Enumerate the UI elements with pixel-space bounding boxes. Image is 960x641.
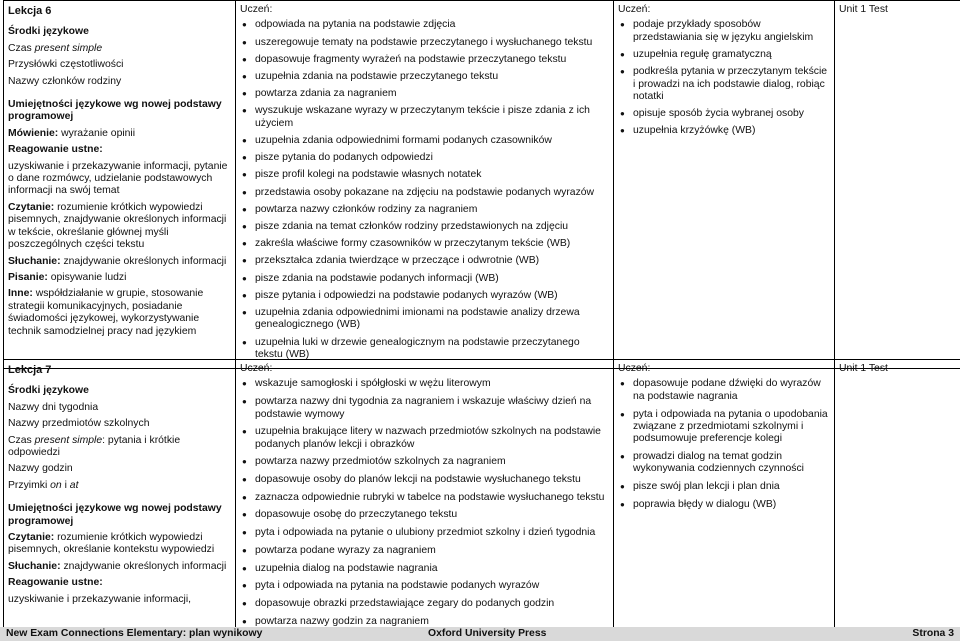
objective-item: ● prowadzi dialog na temat godzin wykonywania codziennych czynności — [618, 451, 830, 476]
objective-item: ● uzupełnia zdania na podstawie przeczytanego tekstu — [240, 71, 609, 83]
column-heading: Uczeń: — [618, 363, 651, 374]
objective-item: ● uzupełnia dialog na podstawie nagrania — [240, 563, 609, 575]
skill-label: Słuchanie: — [8, 560, 61, 572]
objective-item: ● powtarza nazwy członków rodziny za nagraniem — [240, 204, 609, 216]
objective-item: ● pisze pytania i odpowiedzi na podstawie podanych wyrazów (WB) — [240, 290, 609, 302]
lesson-6-table — [3, 0, 960, 369]
language-item: Czas present simple — [8, 42, 103, 54]
lesson-7-basic-cell — [236, 360, 614, 638]
extended-objectives-list — [618, 19, 830, 137]
objective-item: ● wskazuje samogłoski i spółgłoski w wężu literowym — [240, 378, 609, 390]
objective-item: ● odpowiada na pytania na podstawie zdjęcia — [240, 19, 609, 31]
skill-label: Czytanie: — [8, 201, 55, 213]
objective-item: ● poprawia błędy w dialogu (WB) — [618, 499, 830, 511]
lesson-title: Lekcja 6 — [8, 5, 52, 17]
objective-item: ● pisze zdania na temat członków rodziny przedstawionych na zdjęciu — [240, 221, 609, 233]
language-item: Nazwy dni tygodnia — [8, 401, 99, 413]
objective-item: ● uzupełnia brakujące litery w nazwach przedmiotów szkolnych na podstawie podanych planów lekcji i obrazków — [240, 426, 609, 451]
objective-item: ● pyta i odpowiada na pytanie o ulubiony przedmiot szkolny i dzień tygodnia — [240, 527, 609, 539]
skill-text: rozumienie krótkich wypowiedzi pisemnych, znajdywanie określonych informacji w tekście, określanie głównej myśli poszczególnych części tekstu — [8, 201, 227, 251]
objective-item: ● uzupełnia luki w drzewie genealogicznym na podstawie przeczytanego tekstu (WB) — [240, 337, 609, 362]
skill-text: rozumienie krótkich wypowiedzi pisemnych, określanie kontekstu wypowiedzi — [8, 532, 215, 556]
section-label: Umiejętności językowe wg nowej podstawy programowej — [8, 99, 222, 123]
objective-item: ● wyszukuje wskazane wyrazy w przeczytanym tekście i pisze zdania z ich użyciem — [240, 105, 609, 130]
objective-item: ● zaznacza odpowiednie rubryki w tabelce na podstawie wysłuchanego tekstu — [240, 492, 609, 504]
objective-item: ● powtarza zdania za nagraniem — [240, 88, 609, 100]
skill-text: uzyskiwanie i przekazywanie informacji, — [8, 593, 192, 605]
skill-text: znajdywanie określonych informacji — [63, 255, 227, 267]
column-heading: Uczeń: — [618, 4, 651, 15]
objective-item: ● podkreśla pytania w przeczytanym tekście i prowadzi na ich podstawie dialog, robiąc notatki — [618, 66, 830, 103]
objective-item: ● pisze profil kolegi na podstawie własnych notatek — [240, 169, 609, 181]
skill-label: Słuchanie: — [8, 255, 61, 267]
language-item: Przysłówki częstotliwości — [8, 59, 124, 71]
objective-item: ● podaje przykłady sposobów przedstawiania się w języku angielskim — [618, 19, 830, 44]
objective-item: ● dopasowuje fragmenty wyrażeń na podstawie przeczytanego tekstu — [240, 54, 609, 66]
objective-item: ● przedstawia osoby pokazane na zdjęciu na podstawie podanych wyrazów — [240, 187, 609, 199]
objective-item: ● przekształca zdania twierdzące w przeczące i odwrotnie (WB) — [240, 255, 609, 267]
section-label: Środki językowe — [8, 26, 89, 38]
objective-item: ● pyta i odpowiada na pytania na podstawie podanych wyrazów — [240, 580, 609, 592]
objective-item: ● dopasowuje podane dźwięki do wyrazów na podstawie nagrania — [618, 378, 830, 403]
page-footer — [0, 627, 960, 641]
skill-label: Mówienie: — [8, 127, 59, 139]
objective-item: ● pyta i odpowiada na pytania o upodobania związane z przedmiotami szkolnymi i podsumowuje preferencje kolegi — [618, 409, 830, 446]
lesson-6-unit-cell — [835, 1, 960, 369]
unit-test-label: Unit 1 Test — [839, 4, 888, 15]
objective-item: ● pisze pytania do podanych odpowiedzi — [240, 152, 609, 164]
objective-item: ● zakreśla właściwe formy czasowników w przeczytanym tekście (WB) — [240, 238, 609, 250]
basic-objectives-list — [240, 378, 609, 628]
basic-objectives-list — [240, 19, 609, 361]
objective-item: ● pisze zdania na podstawie podanych informacji (WB) — [240, 273, 609, 285]
footer-publisher: Oxford University Press — [428, 628, 547, 639]
objective-item: ● dopasowuje osoby do planów lekcji na podstawie wysłuchanego tekstu — [240, 474, 609, 486]
objective-item: ● uzupełnia zdania odpowiednimi imionami na podstawie analizy drzewa genealogicznego (WB) — [240, 307, 609, 332]
skill-text: opisywanie ludzi — [50, 271, 127, 283]
skill-text: wyrażanie opinii — [61, 127, 136, 139]
skill-text: uzyskiwanie i przekazywanie informacji, pytanie o dane rozmówcy, udzielanie podstawowych informacji na swój temat — [8, 160, 228, 197]
lesson-7-table — [3, 359, 960, 638]
footer-title: New Exam Connections Elementary: plan wynikowy — [6, 628, 263, 639]
objective-item: ● pisze swój plan lekcji i plan dnia — [618, 481, 830, 493]
lesson-7-language-cell — [4, 360, 236, 638]
objective-item: ● dopasowuje obrazki przedstawiające zegary do podanych godzin — [240, 598, 609, 610]
lesson-6-basic-cell — [236, 1, 614, 369]
objective-item: ● dopasowuje osobę do przeczytanego tekstu — [240, 509, 609, 521]
objective-item: ● powtarza nazwy przedmiotów szkolnych za nagraniem — [240, 456, 609, 468]
extended-objectives-list — [618, 378, 830, 511]
skill-label: Czytanie: — [8, 532, 55, 544]
skill-label: Reagowanie ustne: — [8, 577, 103, 589]
column-heading: Uczeń: — [240, 363, 273, 374]
footer-page-number: Strona 3 — [912, 628, 954, 639]
section-label: Środki językowe — [8, 385, 89, 397]
lesson-7-unit-cell — [835, 360, 960, 638]
objective-item: ● uzupełnia regułę gramatyczną — [618, 49, 830, 61]
objective-item: ● uszeregowuje tematy na podstawie przeczytanego i wysłuchanego tekstu — [240, 37, 609, 49]
objective-item: ● opisuje sposób życia wybranej osoby — [618, 108, 830, 120]
language-item: Nazwy godzin — [8, 463, 73, 475]
unit-test-label: Unit 1 Test — [839, 363, 888, 374]
skill-text: współdziałanie w grupie, stosowanie strategii komunikacyjnych, posiadanie świadomości językowej, wykorzystywanie technik samodzielnej pracy nad językiem — [8, 288, 204, 337]
objective-item: ● powtarza nazwy godzin za nagraniem — [240, 616, 609, 628]
lesson-7-extended-cell — [614, 360, 835, 638]
objective-item: ● uzupełnia krzyżówkę (WB) — [618, 125, 830, 137]
language-item: Nazwy przedmiotów szkolnych — [8, 418, 150, 430]
skill-text: znajdywanie określonych informacji — [63, 560, 227, 572]
skill-label: Inne: — [8, 288, 33, 300]
column-heading: Uczeń: — [240, 4, 273, 15]
objective-item: ● uzupełnia zdania odpowiednimi formami podanych czasowników — [240, 135, 609, 147]
skill-label: Reagowanie ustne: — [8, 144, 103, 156]
skill-label: Pisanie: — [8, 271, 48, 283]
lesson-title: Lekcja 7 — [8, 364, 52, 376]
objective-item: ● powtarza podane wyrazy za nagraniem — [240, 545, 609, 557]
lesson-6-language-cell — [4, 1, 236, 369]
objective-item: ● powtarza nazwy dni tygodnia za nagraniem i wskazuje właściwy dzień na podstawie wymowy — [240, 396, 609, 421]
language-item: Czas present simple: pytania i krótkie odpowiedzi — [8, 434, 181, 459]
language-item: Nazwy członków rodziny — [8, 75, 122, 87]
lesson-6-extended-cell — [614, 1, 835, 369]
section-label: Umiejętności językowe wg nowej podstawy programowej — [8, 503, 222, 527]
language-item: Przyimki on i at — [8, 479, 79, 491]
